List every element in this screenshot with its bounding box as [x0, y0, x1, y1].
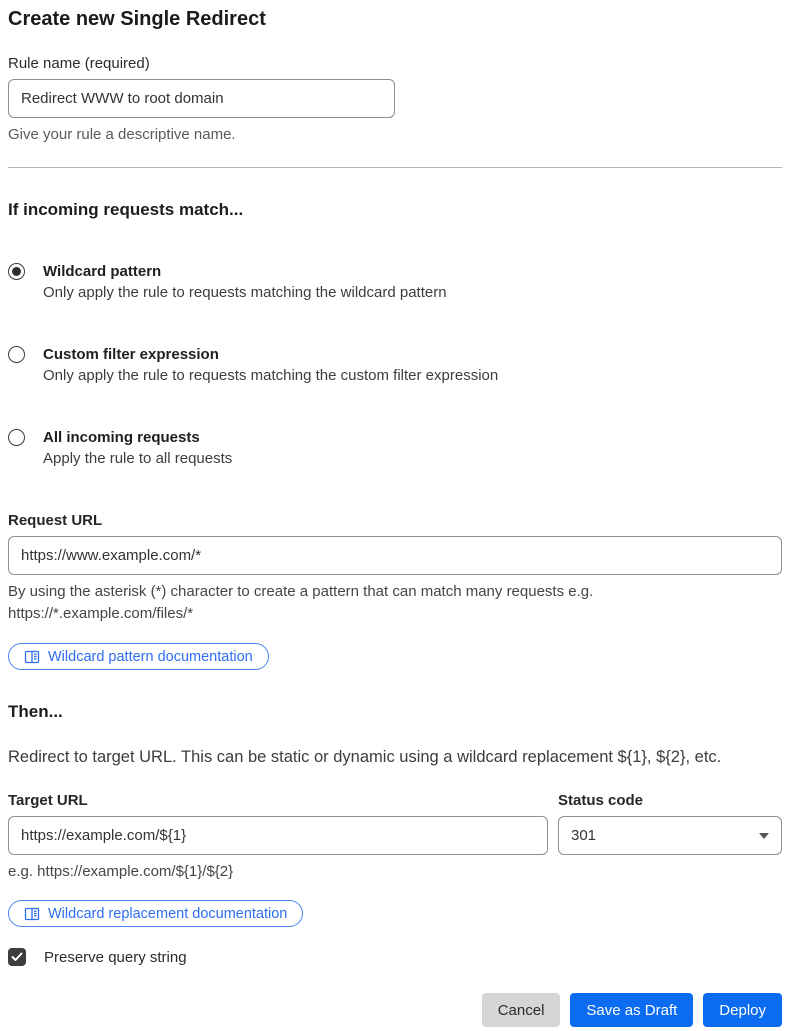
- chevron-down-icon: [759, 833, 769, 839]
- status-code-field: [558, 791, 782, 882]
- page-title: Create new Single Redirect: [8, 8, 266, 30]
- book-icon: [24, 649, 40, 665]
- request-url-help-line2: https://*.example.com/files/*: [8, 605, 194, 622]
- radio-option-texts: [43, 344, 498, 386]
- radio-label: Wildcard pattern: [43, 263, 162, 280]
- book-icon: [24, 906, 40, 922]
- save-as-draft-button[interactable]: Save as Draft: [570, 993, 693, 1027]
- checkmark-icon: [11, 952, 23, 962]
- request-url-help-line1: By using the asterisk (*) character to create a pattern that can match many requests e.g.: [8, 583, 594, 600]
- radio-description: Only apply the rule to requests matching the wildcard pattern: [43, 284, 447, 301]
- radio-description: Only apply the rule to requests matching the custom filter expression: [43, 367, 499, 384]
- deploy-button[interactable]: Deploy: [703, 993, 782, 1027]
- then-section-heading: Then...: [8, 702, 63, 721]
- match-type-radio-group: [8, 261, 782, 469]
- wildcard-pattern-docs-label: Wildcard pattern documentation: [48, 648, 253, 665]
- status-code-value: 301: [571, 827, 597, 844]
- wildcard-replacement-docs-label: Wildcard replacement documentation: [48, 905, 288, 922]
- rule-name-label: Rule name (required): [8, 55, 150, 72]
- wildcard-replacement-docs-button[interactable]: [8, 900, 303, 927]
- radio-option-custom-filter[interactable]: [8, 344, 782, 386]
- preserve-query-label: Preserve query string: [44, 948, 187, 966]
- radio-option-wildcard-pattern[interactable]: [8, 261, 782, 303]
- radio-description: Apply the rule to all requests: [43, 450, 233, 467]
- rule-name-help: Give your rule a descriptive name.: [8, 126, 236, 143]
- radio-button-custom-filter[interactable]: [8, 346, 25, 363]
- radio-option-all-requests[interactable]: [8, 427, 782, 469]
- rule-name-field: [8, 54, 782, 145]
- radio-option-texts: [43, 427, 232, 469]
- request-url-input[interactable]: [8, 536, 782, 575]
- then-section-description: Redirect to target URL. This can be static or dynamic using a wildcard replacement ${1}, ${2}, etc.: [8, 748, 722, 766]
- status-code-label: Status code: [558, 792, 644, 809]
- target-url-field: [8, 791, 548, 882]
- status-code-select[interactable]: [558, 816, 782, 855]
- cancel-button[interactable]: Cancel: [482, 993, 561, 1027]
- rule-name-input[interactable]: [8, 79, 395, 118]
- wildcard-pattern-docs-button[interactable]: [8, 643, 269, 670]
- section-divider: [8, 167, 782, 168]
- preserve-query-checkbox[interactable]: [8, 948, 26, 966]
- target-url-label: Target URL: [8, 792, 88, 809]
- request-url-help: [8, 581, 782, 625]
- preserve-query-row[interactable]: [8, 948, 782, 966]
- radio-button-all-requests[interactable]: [8, 429, 25, 446]
- target-url-input[interactable]: [8, 816, 548, 855]
- target-url-help: e.g. https://example.com/${1}/${2}: [8, 863, 234, 880]
- request-url-label: Request URL: [8, 512, 103, 529]
- radio-label: Custom filter expression: [43, 346, 219, 363]
- footer-actions: [8, 993, 782, 1027]
- match-section-heading: If incoming requests match...: [8, 200, 244, 219]
- radio-label: All incoming requests: [43, 429, 200, 446]
- radio-option-texts: [43, 261, 447, 303]
- radio-button-wildcard-pattern[interactable]: [8, 263, 25, 280]
- target-row: [8, 791, 782, 882]
